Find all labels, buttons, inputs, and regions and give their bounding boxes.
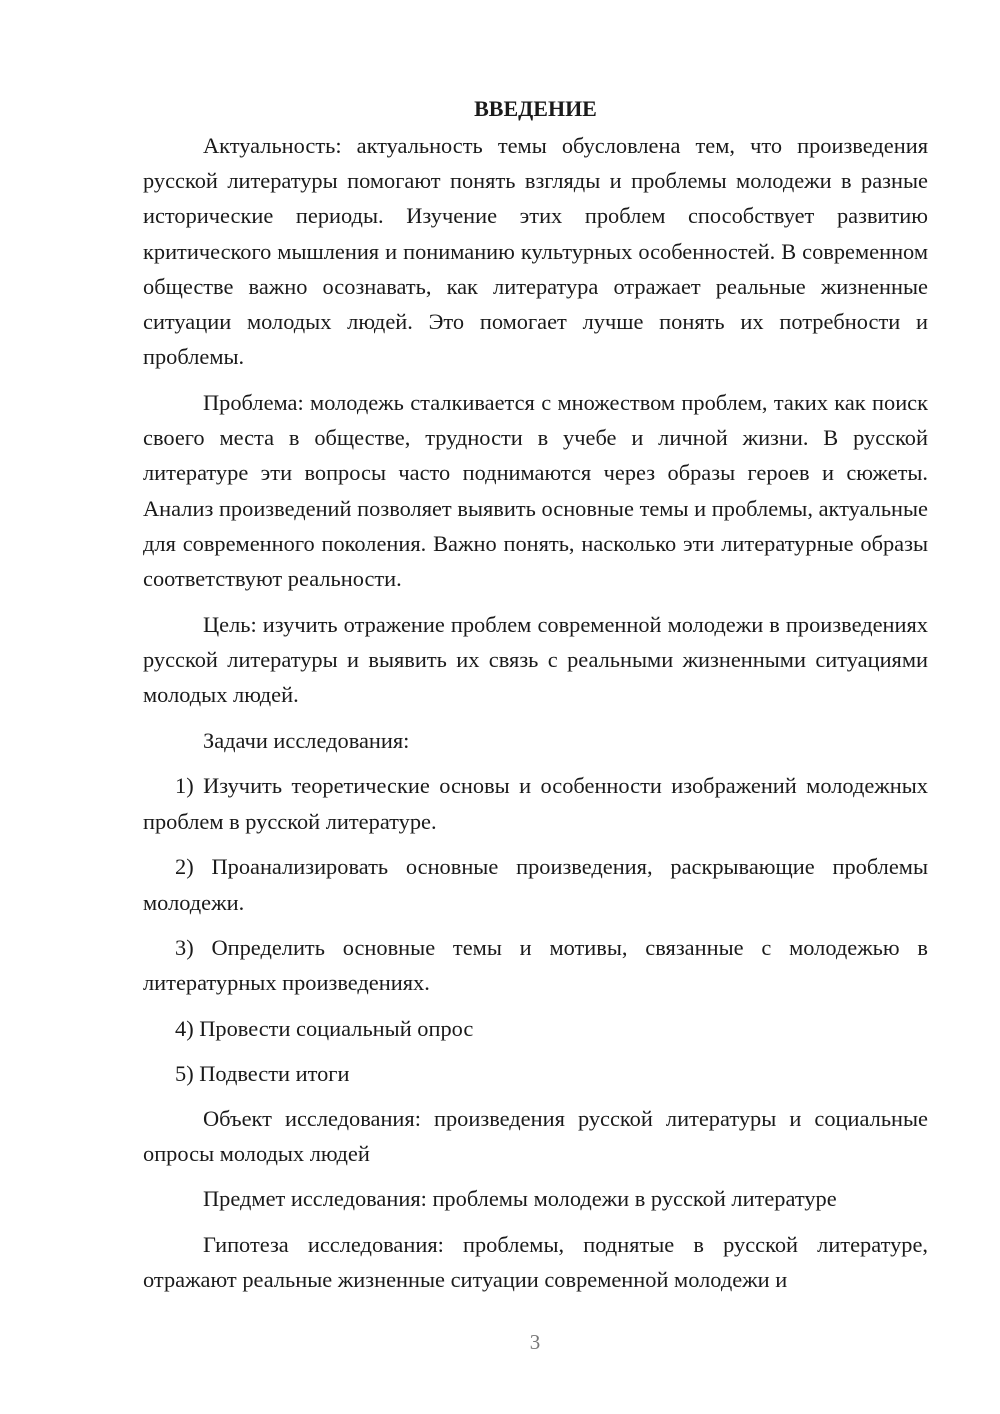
object-paragraph: Объект исследования: произведения русской литературы и социальные опросы молодых людей bbox=[143, 1106, 928, 1167]
hypothesis-paragraph: Гипотеза исследования: проблемы, поднятые в русской литературе, отражают реальные жизненные ситуации современной молодежи и bbox=[143, 1231, 928, 1292]
page-number: 3 bbox=[529, 1330, 541, 1354]
tasks-heading: Задачи исследования: bbox=[203, 727, 410, 753]
relevance-paragraph: Актуальность: актуальность темы обусловлена тем, что произведения русской литературы помогают понять взгляды и проблемы молодежи в разные исторические периоды. Изучение этих проблем способствует развитию критического мышления и пониманию культурных особенностей. В современном обществе важно осознавать, как литература отражает реальные жизненные ситуации молодых людей. Это помогает лучше понять их потребности и проблемы. bbox=[143, 133, 928, 370]
task-item-2: 2) Проанализировать основные произведения, раскрывающие проблемы молодежи. bbox=[143, 854, 928, 915]
task-item-1: 1) Изучить теоретические основы и особенности изображений молодежных проблем в русской литературе. bbox=[143, 773, 928, 834]
subject-paragraph: Предмет исследования: проблемы молодежи в русской литературе bbox=[203, 1186, 837, 1212]
task-item-4: 4) Провести социальный опрос bbox=[175, 1015, 474, 1041]
section-title: ВВЕДЕНИЕ bbox=[474, 96, 597, 121]
goal-paragraph: Цель: изучить отражение проблем современной молодежи в произведениях русской литературы и выявить их связь с реальными жизненными ситуациями молодых людей. bbox=[143, 611, 928, 708]
document-page bbox=[143, 90, 928, 1297]
problem-paragraph: Проблема: молодежь сталкивается с множеством проблем, таких как поиск своего места в обществе, трудности в учебе и личной жизни. В русской литературе эти вопросы часто поднимаются через образы героев и сюжеты. Анализ произведений позволяет выявить основные темы и проблемы, актуальные для современного поколения. Важно понять, насколько эти литературные образы соответствуют реальности. bbox=[143, 389, 928, 591]
task-item-5: 5) Подвести итоги bbox=[175, 1060, 350, 1086]
task-item-3: 3) Определить основные темы и мотивы, связанные с молодежью в литературных произведениях. bbox=[143, 935, 928, 996]
